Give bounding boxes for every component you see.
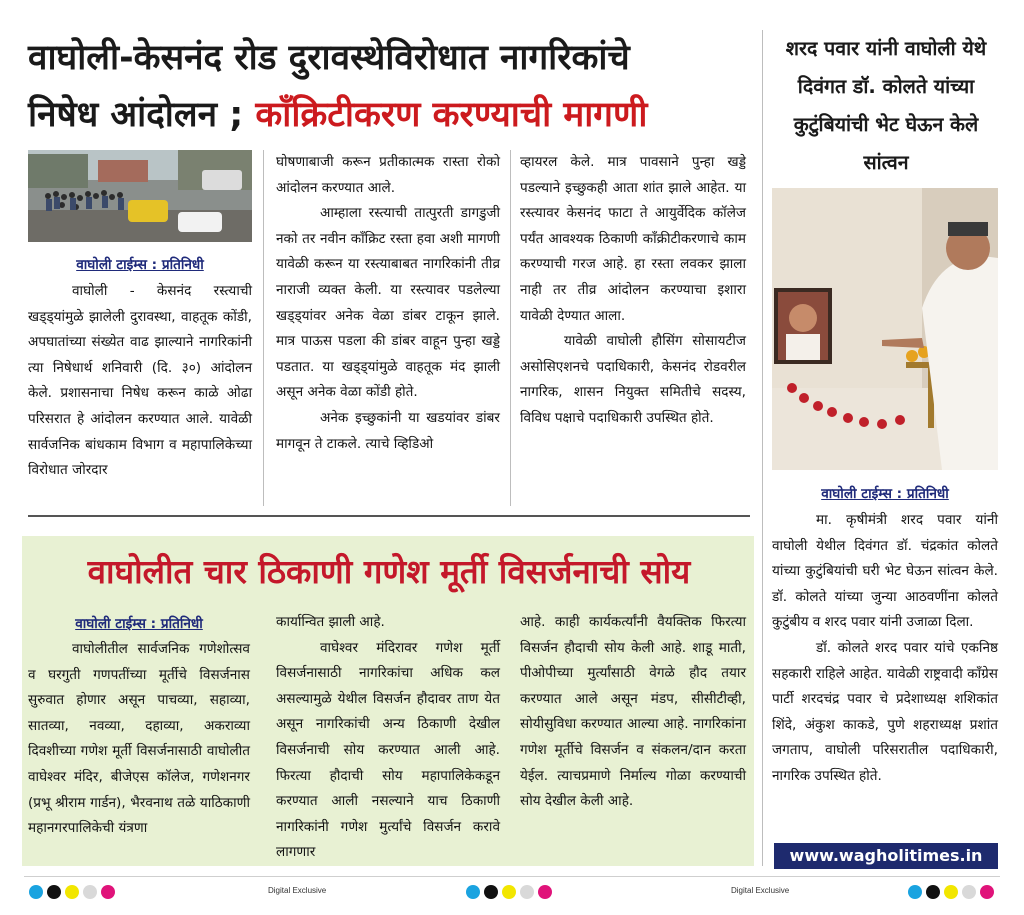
main-col3-para-2: यावेळी वाघोली हौसिंग सोसायटीज असोसिएशनचे पदाधिकारी, केसनंद रोडवरील नागरिक, शासन नियुक्त समितीचे सदस्य, विविध पक्षाचे पदाधिकारी उपस्थित होते. xyxy=(520,333,746,426)
side-headline: शरद पवार यांनी वाघोली येथे दिवंगत डॉ. कोलते यांच्या कुटुंबियांची भेट घेऊन केले सांत्वन xyxy=(785,37,987,174)
registration-dot-magenta xyxy=(980,885,994,899)
ganesh-byline: वाघोली टाईम्स : प्रतिनिधी xyxy=(75,616,203,632)
registration-dot-grey xyxy=(83,885,97,899)
section-divider xyxy=(28,515,750,517)
side-para-2: डॉ. कोलते शरद पवार यांचे एकनिष्ठ सहकारी राहिले आहेत. यावेळी राष्ट्रवादी कॉंग्रेस पार्टी शरदचंद्र पवार चे प्रदेशाध्यक्ष शशिकांत शिंदे, अंकुश काकडे, पुणे शहराध्यक्ष प्रशांत जगताप, वाघोली परिसरातील पदाधिकारी, नागरिक उपस्थित होते. xyxy=(772,639,998,784)
main-col3-para-1: व्हायरल केले. मात्र पावसाने पुन्हा खड्डे पडल्याने इच्छुकही आता शांत झाले आहेत. या रस्त्यावर केसनंद फाटा ते आयुर्वेदिक कॉलेज पर्यंत आवश्यक ठिकाणी कॉंक्रीटीकरणाचे काम करण्याची गरज आहे. हा रस्ता लवकर झाला नाही तर तीव्र आंदोलन करण्याचा इशारा यावेळी देण्यात आला. xyxy=(520,154,746,324)
column-divider xyxy=(263,150,264,506)
registration-dot-black xyxy=(47,885,61,899)
ganesh-col2-para-2: वाघेश्वर मंदिरावर गणेश मूर्ती विसर्जनासाठी नागरिकांचा अधिक कल असल्यामुळे येथील विसर्जन हौदावर ताण येत असून नागरिकांची अन्य ठिकाणी देखील विसर्जनाची सोय करण्यात आली आहे. फिरत्या हौदाची सोय महापालिकेकडून करण्यात आली नसल्याने याच ठिकाणी नागरिकांनी गणेश मुर्त्यांचे विसर्जन करावे लागणार xyxy=(276,639,500,861)
registration-dot-grey xyxy=(962,885,976,899)
main-headline-line2-black: निषेध आंदोलन ; xyxy=(28,95,256,135)
main-byline: वाघोली टाईम्स : प्रतिनिधी xyxy=(76,257,204,273)
side-column xyxy=(772,508,998,790)
side-column-divider xyxy=(762,30,763,866)
side-para-1: मा. कृषीमंत्री शरद पवार यांनी वाघोली येथील दिवंगत डॉ. चंद्रकांत कोलते यांच्या कुटुंबियांची घरी भेट घेऊन सांत्वन केले. डॉ. कोलते यांच्या जुन्या आठवणींना कोलते कुटुंबीय व शरद पवार यांनी उजाळा दिला. xyxy=(772,512,998,631)
pawar-tribute-photo xyxy=(772,188,998,470)
registration-dot-magenta xyxy=(538,885,552,899)
main-column-1 xyxy=(28,279,252,484)
registration-dot-magenta xyxy=(101,885,115,899)
registration-dot-grey xyxy=(520,885,534,899)
main-headline-line2-red: कॉंक्रिटीकरण करण्याची मागणी xyxy=(255,95,648,135)
main-col2-para-2: आम्हाला रस्त्याची तात्पुरती डागडुजी नको तर नवीन कॉंक्रिट रस्ता हवा अशी मागणी यावेळी करून या रस्त्याबाबत नागरिकांनी तीव्र नाराजी व्यक्त केली. या रस्त्यावर पडलेल्या खड्ड्यांवर अनेक वेळा डांबर टाकून झाले. मात्र पाऊस पडला की डांबर वाहून पुन्हा खड्डे पडतात. या खड्ड्यांमुळे वाहतूक मंद झाली असून अनेक वेळा कोंडी होते. xyxy=(276,205,500,401)
registration-dot-yellow xyxy=(65,885,79,899)
ganesh-column-1 xyxy=(28,637,250,842)
main-col2-para-1: घोषणाबाजी करून प्रतीकात्मक रास्ता रोको आंदोलन करण्यात आले. xyxy=(276,154,500,196)
registration-dot-cyan xyxy=(908,885,922,899)
registration-dot-cyan xyxy=(466,885,480,899)
ganesh-col3-para-1: आहे. काही कार्यकर्त्यांनी वैयक्तिक फिरत्या विसर्जन हौदाची सोय केली आहे. शाडू माती, पीओपीच्या मुर्त्यांसाठी वेगळे हौद तयार करण्यात आले असून मंडप, सीसीटीव्ही, सोयीसुविधा करण्यात आल्या आहे. नागरिकांना गणेश मूर्तीचे विसर्जन व संकलन/दान करता येईल. त्याचप्रमाणे निर्माल्य गोळा करण्याची सोय देखील केली आहे. xyxy=(520,614,746,810)
side-byline: वाघोली टाईम्स : प्रतिनिधी xyxy=(821,486,949,502)
footer-rule xyxy=(24,876,1000,877)
registration-dot-cyan xyxy=(29,885,43,899)
registration-dot-yellow xyxy=(502,885,516,899)
website-link[interactable]: www.wagholitimes.in xyxy=(774,843,998,869)
main-headline-line2 xyxy=(28,87,768,144)
main-col2-para-3: अनेक इच्छुकांनी या खडयांवर डांबर मागवून ते टाकले. त्याचे व्हिडिओ xyxy=(276,409,500,452)
column-divider xyxy=(510,150,511,506)
ganesh-col1-para-1: वाघोलीतील सार्वजनिक गणेशोत्सव व घरगुती गणपतींच्या मूर्तीचे विसर्जनास सुरुवात होणार असून पाचव्या, सहाव्या, सातव्या, नवव्या, दहाव्या, अकराव्या दिवशीच्या गणेश मूर्ती विसर्जनासाठी वाघोलीत वाघेश्वर मंदिर, बीजेएस कॉलेज, गणेशनगर (प्रभू श्रीराम गार्डन), भैरवनाथ तळे याठिकाणी महानगरपालिकेची यंत्रणा xyxy=(28,641,250,837)
ganesh-headline: वाघोलीत चार ठिकाणी गणेश मूर्ती विसर्जनाची सोय xyxy=(87,552,691,591)
ganesh-column-3 xyxy=(520,610,746,815)
registration-dot-black xyxy=(484,885,498,899)
registration-dot-black xyxy=(926,885,940,899)
registration-dot-yellow xyxy=(944,885,958,899)
ganesh-column-2 xyxy=(276,610,500,866)
ganesh-col2-para-1: कार्यान्वित झाली आहे. xyxy=(276,614,385,630)
protest-crowd-photo xyxy=(28,150,252,242)
main-column-2 xyxy=(276,150,500,457)
footer-label-right: Digital Exclusive xyxy=(731,886,790,895)
main-headline xyxy=(28,30,768,144)
main-column-3 xyxy=(520,150,746,432)
main-headline-line1: वाघोली-केसनंद रोड दुरावस्थेविरोधात नागरिकांचे xyxy=(28,38,630,78)
main-col1-para-1: वाघोली - केसनंद रस्त्याची खड्ड्यांमुळे झालेली दुरावस्था, वाहतूक कोंडी, अपघातांच्या संख्येत वाढ झाल्याने नागरिकांनी त्या निषेधार्थ शनिवारी (दि. ३०) आंदोलन केले. प्रशासनाचा निषेध करून काळे ओढा परिसरात हे आंदोलन करण्यात आले. यावेळी सार्वजनिक बांधकाम विभाग व महापालिकेच्या विरोधात जोरदार xyxy=(28,283,252,479)
footer-label-left: Digital Exclusive xyxy=(268,886,327,895)
